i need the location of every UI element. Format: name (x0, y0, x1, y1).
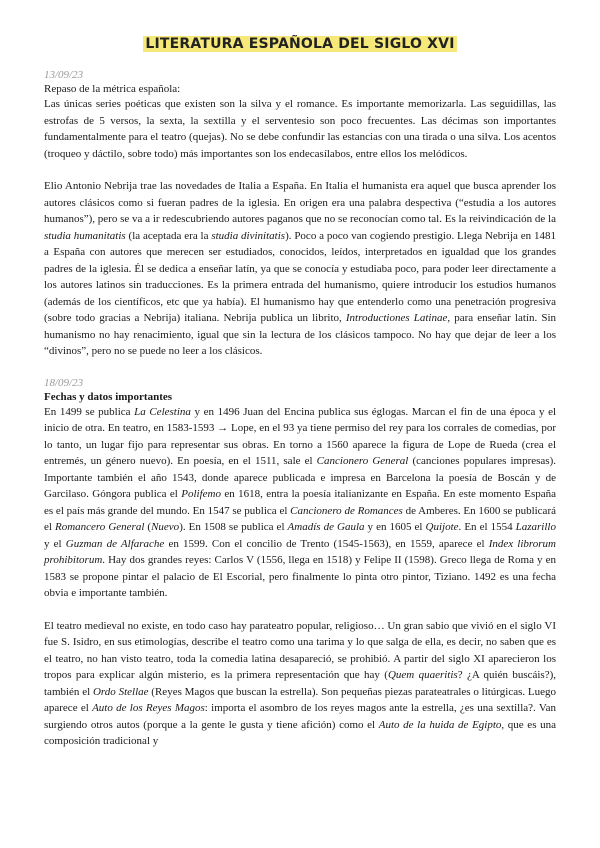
paragraph (44, 96, 556, 162)
text-run: El teatro medieval no existe, en todo caso hay parateatro popular, religioso… Un gran sabio que vivió en el siglo VI fue S. Isidro, en sus etimologías, describe el teatro como una tarima y lo que salga de ella, es decir, no saben que es el teatro, no han visto teatro, toda la comedia latina desapareció, se prohibió. A partir del siglo XI aparecieron los tropos para explicar algún misterio, es la primera representación que hay ( (44, 619, 556, 681)
italic-text: Auto de los Reyes Magos (92, 702, 205, 714)
text-run: (la aceptada era la (125, 229, 212, 242)
text-run: ( (144, 521, 152, 533)
italic-text: Romancero General (54, 521, 145, 533)
text-run: (Reyes Magos que buscan la estrella). Son pequeñas piezas parateatrales o litúrgicas. Luego aparece el (44, 685, 557, 714)
italic-text: Cancionero de Romances (290, 504, 403, 517)
text-run: . En el 1554 (458, 521, 516, 533)
text-run: en 1618, entra la poesía italianizante en España. En este momento España es el país más grande del mundo. En 1547 se publica el (44, 488, 556, 517)
text-run: y en 1496 Juan del Encina publica sus églogas. Marcan el fin de una época y el inicio de otra. En teatro, en 1583-1593 → Lope, en el 93 ya tiene permiso del rey para los corrales de comedias, por lo tanto, un lugar fijo para representar sus obras. En torno a 1560 aparece la figura de Lope de Rueda (crea el entremés, un género nuevo). En poesía, en el 1511, sale el (44, 405, 557, 467)
section-date: 18/09/23 (44, 376, 84, 389)
paragraph (44, 618, 556, 750)
italic-text: Polifemo (181, 488, 221, 500)
italic-text: Guzman de Alfarache (65, 537, 165, 550)
italic-text: studia humanitatis (44, 229, 126, 242)
text-run: ). Poco a poco van cogiendo prestigio. Llega Nebrija en 1481 a España con autores que merecen ser estudiados, conocidos, leídos, interpretados en igualdad que los grandes padres de la iglesia. Él se dedica a enseñar latín, ya que se conocía y estudiaba poco, para poder leer directamente a los autores latinos sin traducciones. Es la primera entrada del humanismo, quiere introducir los estudios humanos (además de los científicos, etc que ya había). El humanismo hay que entenderlo como una penetración progresiva (sobre todo gracias a Nebrija) italiana. Nebrija publica un librito, (44, 229, 556, 324)
paragraph (44, 404, 556, 602)
text-run: ? ¿A quién buscáis?), también el (44, 669, 557, 698)
italic-text: Index librorum prohibitorum (44, 537, 556, 566)
italic-text: Quem quaeritis (387, 669, 458, 681)
page-title-highlight: LITERATURA ESPAÑOLA DEL SIGLO XVI (145, 36, 455, 52)
italic-text: Introductiones Latinae (345, 312, 448, 324)
text-run: , que es una composición tradicional y (44, 718, 556, 747)
text-run: y en 1605 el (364, 521, 426, 533)
italic-text: Auto de la huida de Egipto (378, 718, 502, 731)
italic-text: Ordo Stellae (92, 685, 149, 698)
italic-text: Cancionero General (316, 455, 409, 467)
text-run: Las únicas series poéticas que existen son la silva y el romance. Es importante memorizarla. Las seguidillas, las estrofas de 5 versos, la sexta, la sextilla y el serventesio son poco frecuentes. Las décimas son importantes fundamentalmente para el teatro (quejas). No se debe confundir las estancias con una tirada o una silva. Los acentos (troqueo y dáctilo, sobre todo) más importantes son los endecasílabos, entre ellos los melódicos. (44, 98, 556, 160)
italic-text: studia divinitatis (211, 229, 286, 242)
italic-text: Nuevo (151, 521, 180, 533)
text-run: Elio Antonio Nebrija trae las novedades de Italia a España. En Italia el humanista era aquel que busca aprender los autores clásicos como si fueran padres de la iglesia. En origen era una palabra despectiva (“estudia a los autores humanos”), pero se va a ir redescubriendo autores paganos que no se reconocían como tal. Es la reivindicación de la (44, 180, 556, 225)
paragraph (44, 178, 556, 360)
text-run: en 1599. Con el concilio de Trento (1545-1563), en 1559, aparece el (164, 537, 489, 550)
section-1 (44, 68, 556, 360)
page-title (44, 36, 556, 52)
text-run: . Hay dos grandes reyes: Carlos V (1556, llega en 1518) y Felipe II (1598). Greco llega de Roma y en 1583 se propone pintar el palacio de El Escorial, pero finalmente lo pinta otro pintor, Tiziano. 1492 es una fecha obvia e importante también. (44, 554, 556, 599)
text-run: y el (44, 537, 66, 550)
italic-text: Lazarillo (515, 521, 556, 533)
text-run: En 1499 se publica (44, 405, 135, 418)
text-run: ). En 1508 se publica el (179, 521, 288, 533)
section-2 (44, 376, 556, 750)
italic-text: La Celestina (134, 405, 191, 418)
text-run: : importa el asombro de los reyes magos ante la estrella, ¿es una sextilla?. Van surgiendo otros autos (porque a la gente le gusta y tiene afición) como el (44, 702, 556, 731)
section-heading: Repaso de la métrica española: (44, 83, 181, 95)
italic-text: Amadís de Gaula (287, 521, 365, 533)
section-heading: Fechas y datos importantes (44, 390, 173, 403)
italic-text: Quijote (425, 521, 459, 533)
text-run: de Amberes. En 1600 se publicará el (44, 504, 556, 533)
text-run: , para enseñar latín. Sin humanismo no hay renacimiento, igual que sin la lectura de los clásicos tampoco. No hay que dejar de leer a los “divinos”, pero no se puede no leer a los clásicos. (44, 312, 556, 357)
text-run: (canciones populares impresas). Importante también el año 1543, donde aparece publicada e impresa en Barcelona la poesía de Boscán y de Garcilaso. Góngora publica el (44, 455, 556, 500)
section-date: 13/09/23 (44, 69, 84, 81)
